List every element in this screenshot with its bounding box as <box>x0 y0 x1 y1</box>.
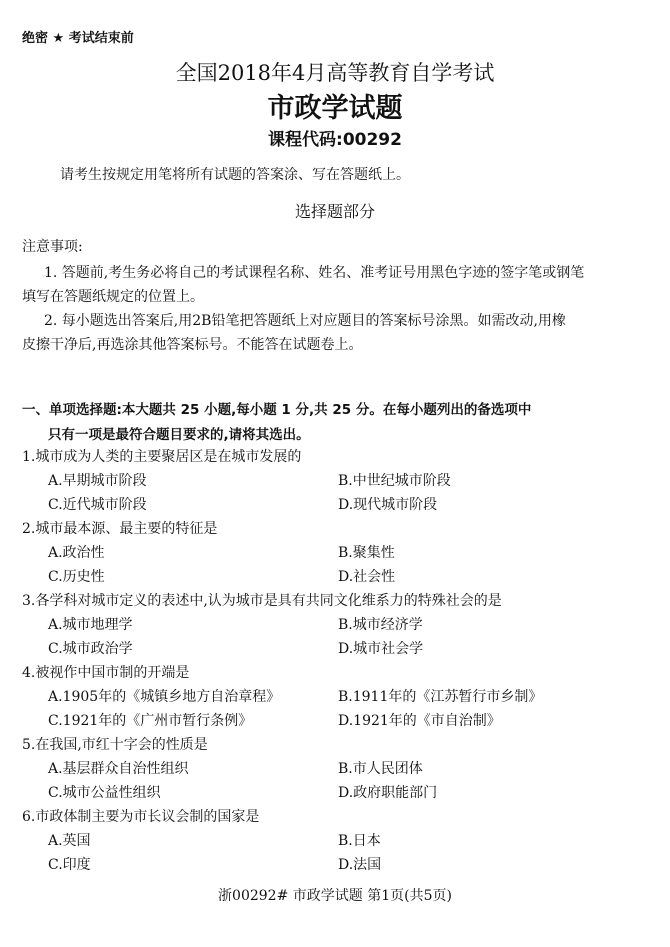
exam-instruction: 请考生按规定用笔将所有试题的答案涂、写在答题纸上。 <box>60 167 410 183</box>
question-4-option-b: B.1911年的《江苏暂行市乡制》 <box>338 689 543 705</box>
question-5-option-c: C.城市公益性组织 <box>48 785 161 801</box>
question-3-stem: 3.各学科对城市定义的表述中,认为城市是具有共同文化维系力的特殊社会的是 <box>22 593 502 609</box>
question-6-option-d: D.法国 <box>338 857 382 873</box>
course-code: 课程代码:00292 <box>268 130 402 150</box>
subject-title: 市政学试题 <box>267 93 403 124</box>
question-2-option-a: A.政治性 <box>48 545 105 561</box>
question-5-stem: 5.在我国,市红十字会的性质是 <box>22 737 208 753</box>
note-1-line-2: 填写在答题纸规定的位置上。 <box>22 289 204 305</box>
part-title: 选择题部分 <box>294 202 375 221</box>
question-4-option-a: A.1905年的《城镇乡地方自治章程》 <box>48 689 281 705</box>
question-1-option-b: B.中世纪城市阶段 <box>338 473 451 489</box>
question-6-option-b: B.日本 <box>338 833 381 849</box>
question-5-option-b: B.市人民团体 <box>338 761 423 777</box>
question-6-option-a: A.英国 <box>48 833 91 849</box>
question-1-option-a: A.早期城市阶段 <box>48 473 147 489</box>
notes-title: 注意事项: <box>22 239 83 255</box>
section-heading-line-2: 只有一项是最符合题目要求的,请将其选出。 <box>48 427 310 443</box>
exam-title: 全国2018年4月高等教育自学考试 <box>175 61 495 85</box>
question-1-option-d: D.现代城市阶段 <box>338 497 438 513</box>
note-1-line-1: 1. 答题前,考生务必将自己的考试课程名称、姓名、准考证号用黑色字迹的签字笔或钢笔 <box>44 265 585 281</box>
question-1-stem: 1.城市成为人类的主要聚居区是在城市发展的 <box>22 449 302 465</box>
question-2-option-c: C.历史性 <box>48 569 105 585</box>
page-footer: 浙00292# 市政学试题 第1页(共5页) <box>218 888 452 904</box>
question-4-option-c: C.1921年的《广州市暂行条例》 <box>48 713 253 729</box>
note-2-line-2: 皮擦干净后,再选涂其他答案标号。不能答在试题卷上。 <box>22 337 363 353</box>
note-2-line-1: 2. 每小题选出答案后,用2B铅笔把答题纸上对应题目的答案标号涂黑。如需改动,用橡 <box>44 313 566 329</box>
question-2-stem: 2.城市最本源、最主要的特征是 <box>22 521 218 537</box>
question-6-stem: 6.市政体制主要为市长议会制的国家是 <box>22 809 260 825</box>
question-5-option-d: D.政府职能部门 <box>338 785 438 801</box>
question-4-option-d: D.1921年的《市自治制》 <box>338 713 501 729</box>
question-5-option-a: A.基层群众自治性组织 <box>48 761 189 777</box>
question-3-option-b: B.城市经济学 <box>338 617 423 633</box>
section-heading-line-1: 一、单项选择题:本大题共 25 小题,每小题 1 分,共 25 分。在每小题列出的备选项中 <box>22 402 532 418</box>
question-3-option-c: C.城市政治学 <box>48 641 133 657</box>
question-1-option-c: C.近代城市阶段 <box>48 497 147 513</box>
question-3-option-a: A.城市地理学 <box>48 617 133 633</box>
question-6-option-c: C.印度 <box>48 857 91 873</box>
question-4-stem: 4.被视作中国市制的开端是 <box>22 665 190 681</box>
question-2-option-d: D.社会性 <box>338 569 396 585</box>
question-2-option-b: B.聚集性 <box>338 545 395 561</box>
question-3-option-d: D.城市社会学 <box>338 641 424 657</box>
secret-label: 绝密 ★ 考试结束前 <box>22 31 134 46</box>
